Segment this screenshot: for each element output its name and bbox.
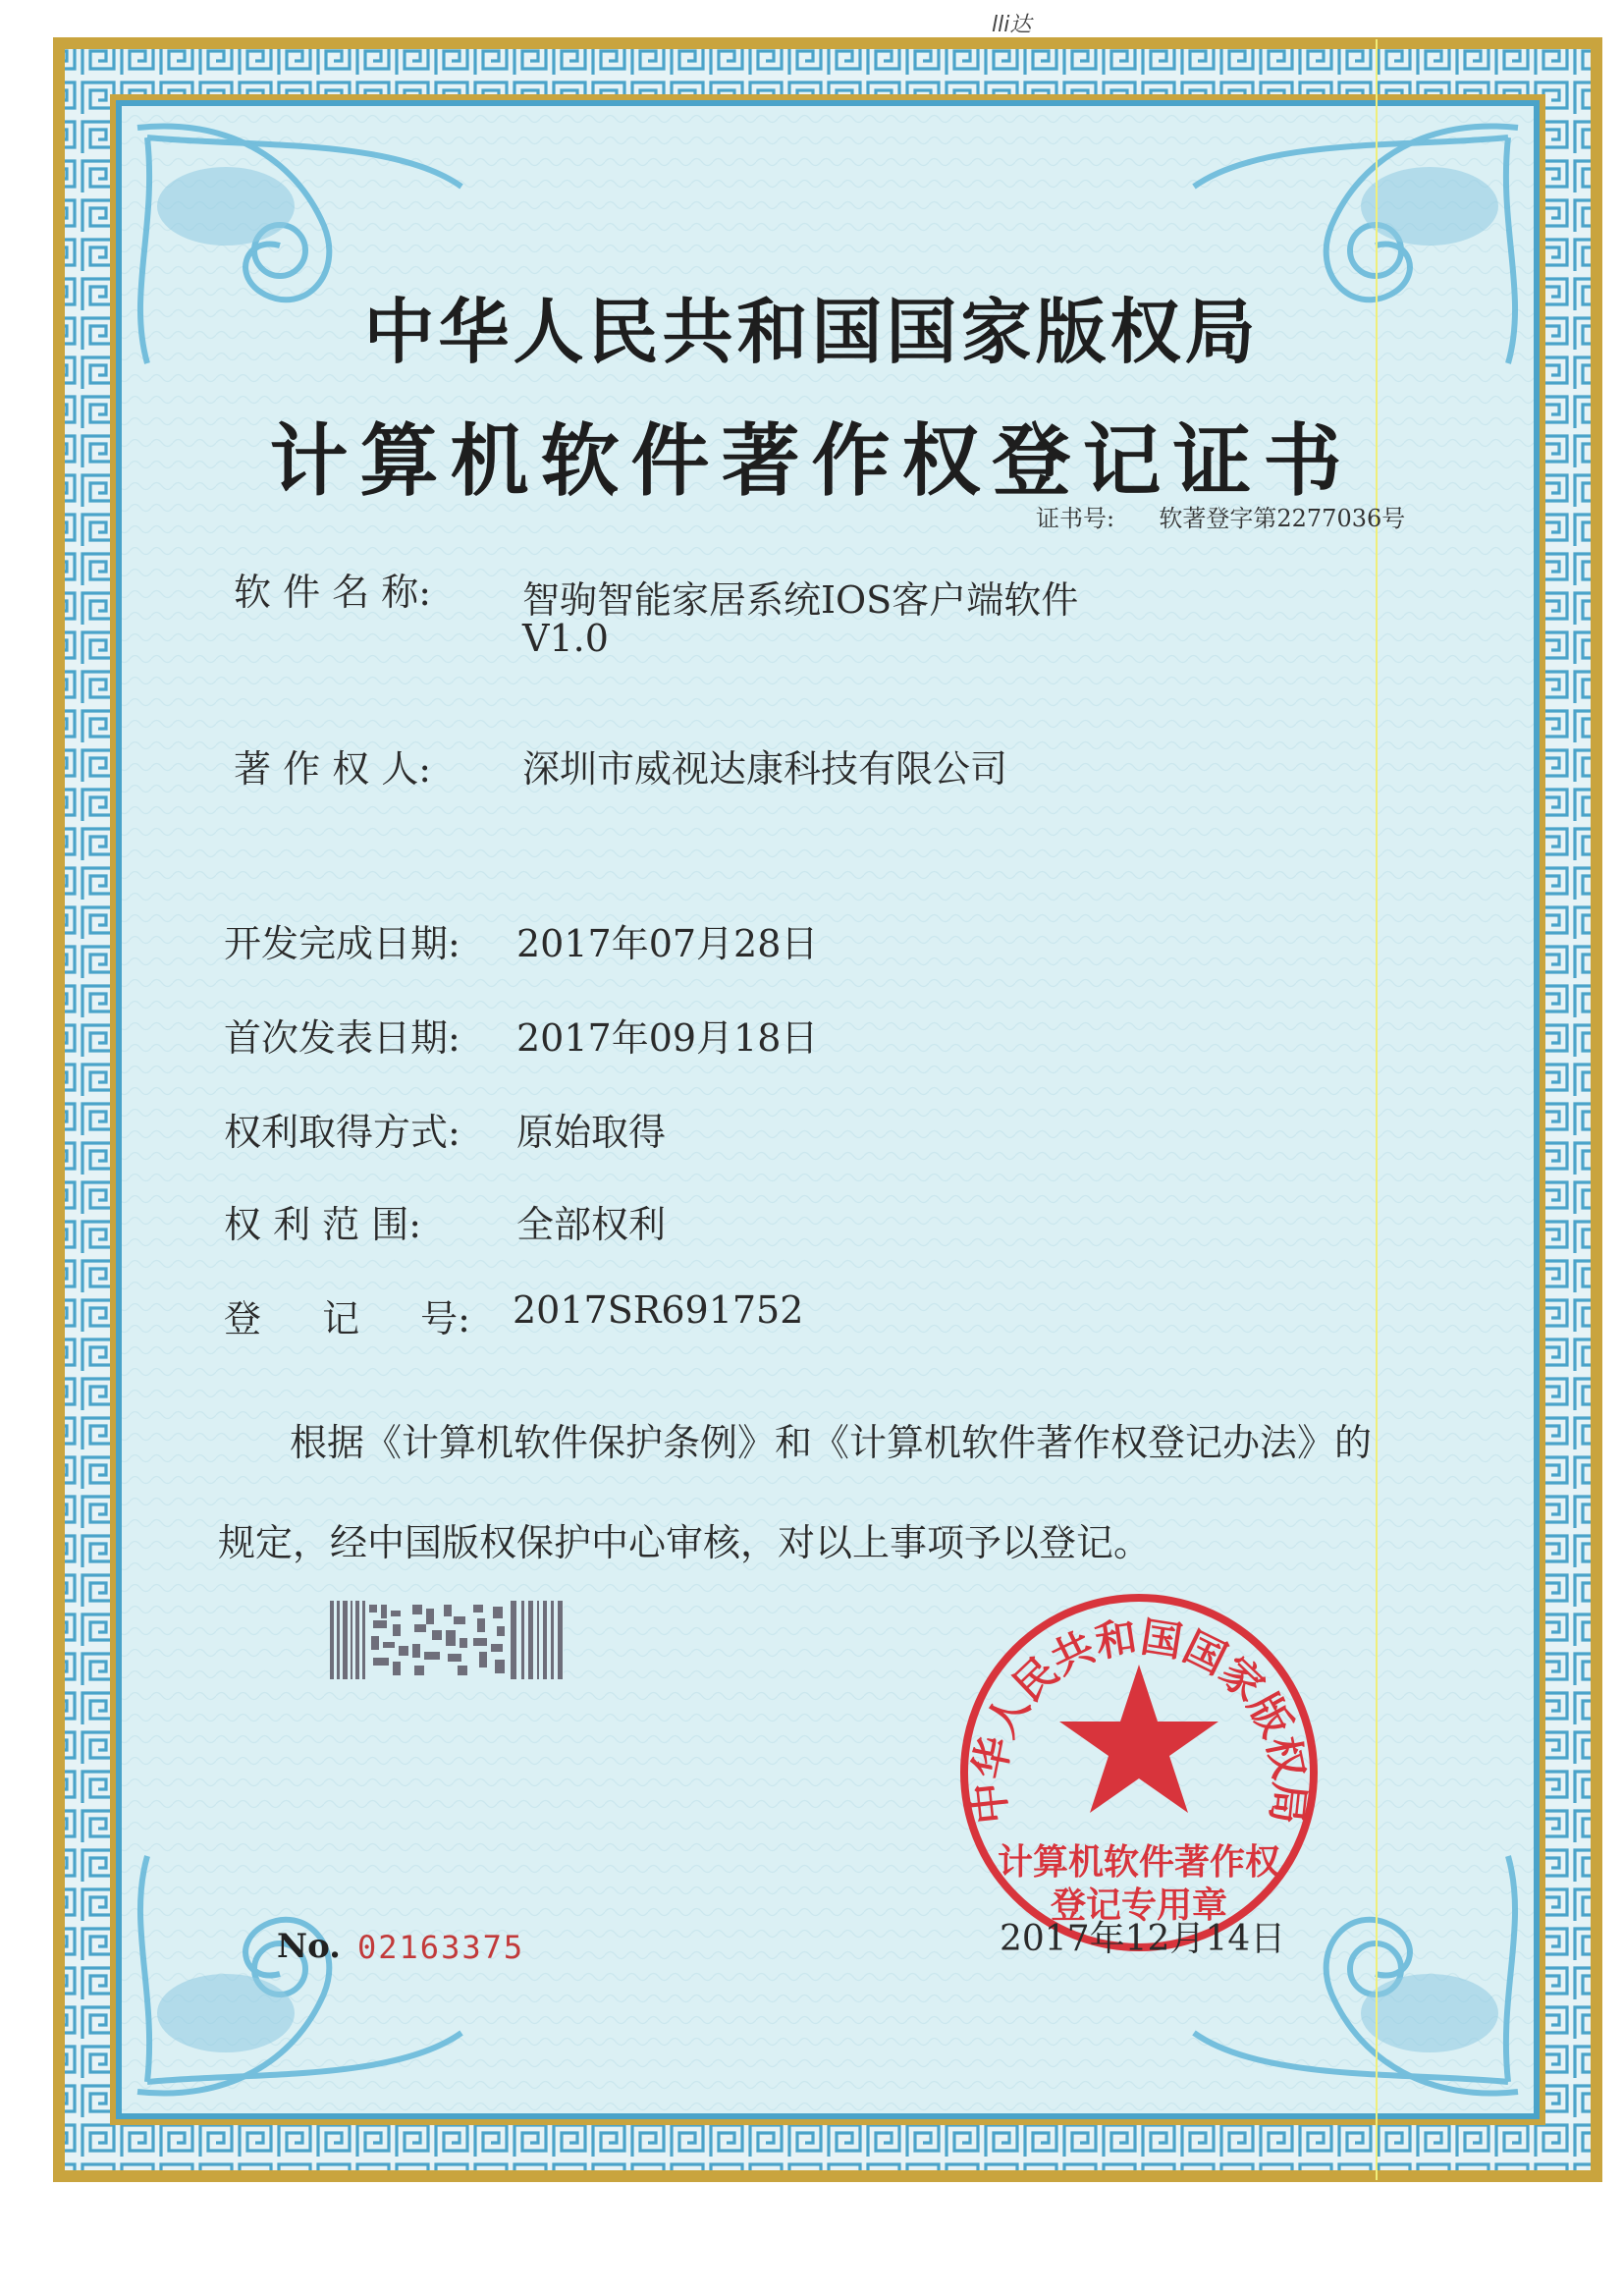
seal-star-icon: [1059, 1665, 1218, 1813]
acquisition-method-label: 权利取得方式:: [224, 1111, 460, 1154]
official-seal: [957, 1591, 1321, 1954]
certificate-title: 计算机软件著作权登记证书: [269, 414, 1354, 507]
statement-line-2: 规定，经中国版权保护中心审核，对以上事项予以登记。: [218, 1521, 1152, 1564]
certificate-number-label: 证书号:: [1036, 505, 1115, 532]
software-version-value: V1.0: [522, 617, 609, 660]
rights-scope-label: 权 利 范 围:: [224, 1203, 422, 1246]
handwritten-mark: lli达: [992, 13, 1032, 37]
certificate-number: [1036, 499, 1405, 533]
acquisition-method-value: 原始取得: [516, 1111, 667, 1154]
registration-number-value: 2017SR691752: [513, 1288, 804, 1332]
security-code-image: [330, 1601, 564, 1679]
software-name-label: 软 件 名 称:: [234, 571, 432, 614]
copyright-owner-label: 著 作 权 人:: [234, 747, 432, 791]
rights-scope-value: 全部权利: [516, 1203, 667, 1246]
copyright-owner-value: 深圳市威视达康科技有限公司: [522, 747, 1008, 791]
seal-line-2: 登记专用章: [1050, 1886, 1227, 1926]
seal-ring-text: 中华人民共和国国家版权局: [963, 1612, 1315, 1827]
certificate-number-value: 软著登字第2277036号: [1159, 505, 1406, 532]
software-name-value: 智驹智能家居系统IOS客户端软件: [522, 578, 1079, 622]
issuing-authority: 中华人民共和国国家版权局: [363, 290, 1260, 373]
serial-number: 02163375: [357, 1929, 525, 1966]
issue-date: 2017年12月14日: [1000, 1919, 1286, 1959]
seal-line-1: 计算机软件著作权: [997, 1842, 1280, 1883]
completion-date-label: 开发完成日期:: [224, 922, 460, 965]
statement-line-1: 根据《计算机软件保护条例》和《计算机软件著作权登记办法》的: [290, 1421, 1373, 1464]
first-publication-value: 2017年09月18日: [516, 1016, 819, 1060]
first-publication-label: 首次发表日期:: [224, 1016, 460, 1060]
completion-date-value: 2017年07月28日: [516, 922, 819, 965]
registration-number-label: 登 记 号:: [224, 1297, 470, 1340]
serial-label: No.: [277, 1927, 341, 1966]
